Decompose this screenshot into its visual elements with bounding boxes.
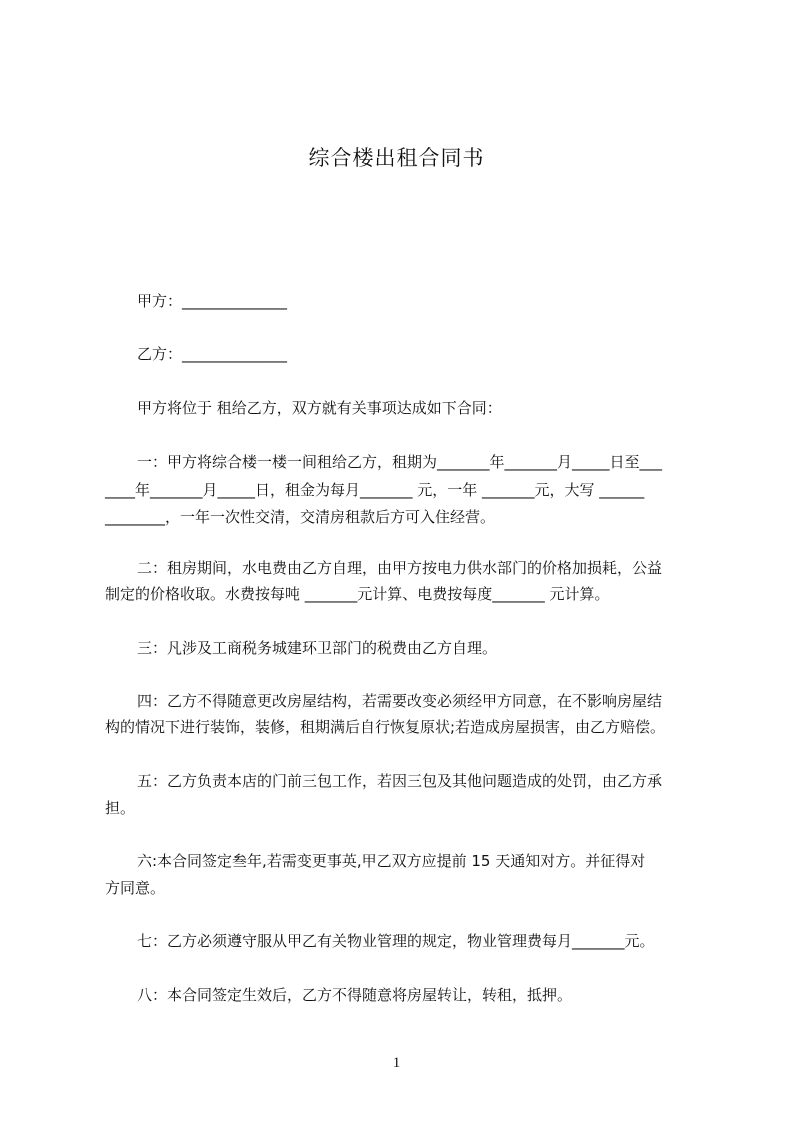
clause-5-line-1: 五：乙方负责本店的门前三包工作，若因三包及其他问题造成的处罚，由乙方承: [137, 772, 663, 790]
party-b-line: 乙方：______________: [137, 345, 288, 363]
clause-8-line-1: 八：本合同签定生效后，乙方不得随意将房屋转让，转租，抵押。: [137, 986, 573, 1004]
clause-1-line-3: ________，一年一次性交清，交清房租款后方可入住经营。: [105, 508, 496, 526]
clause-1-line-2: ____年_______月_____日，租金为每月_______ 元，一年 _______元，大写 ______: [105, 481, 645, 499]
page-number: 1: [392, 1055, 401, 1071]
document-title: 综合楼出租合同书: [308, 146, 485, 170]
intro-line: 甲方将位于 租给乙方，双方就有关事项达成如下合同：: [137, 399, 502, 417]
clause-7-line-1: 七：乙方必须遵守服从甲乙有关物业管理的规定，物业管理费每月_______元。: [137, 932, 655, 950]
clause-4-line-2: 构的情况下进行装饰，装修，租期满后自行恢复原状;若造成房屋损害，由乙方赔偿。: [105, 718, 666, 736]
party-a-line: 甲方：______________: [137, 292, 288, 310]
clause-2-line-1: 二：租房期间，水电费由乙方自理，由甲方按电力供水部门的价格加损耗，公益: [137, 559, 663, 577]
clause-2-line-2: 制定的价格收取。水费按每吨 _______元计算、电费按每度_______ 元计算。: [105, 585, 610, 603]
clause-6-line-1: 六:本合同签定叁年,若需变更事英,甲乙双方应提前 15 天通知对方。并征得对: [137, 852, 646, 870]
clause-5-line-2: 担。: [105, 799, 136, 817]
clause-4-line-1: 四：乙方不得随意更改房屋结构，若需要改变必须经甲方同意，在不影响房屋结: [137, 692, 663, 710]
clause-3-line-1: 三：凡涉及工商税务城建环卫部门的税费由乙方自理。: [137, 639, 498, 657]
clause-6-line-2: 方同意。: [105, 879, 166, 897]
clause-1-line-1: 一：甲方将综合楼一楼一间租给乙方，租期为_______年_______月_____日至___: [137, 453, 663, 471]
